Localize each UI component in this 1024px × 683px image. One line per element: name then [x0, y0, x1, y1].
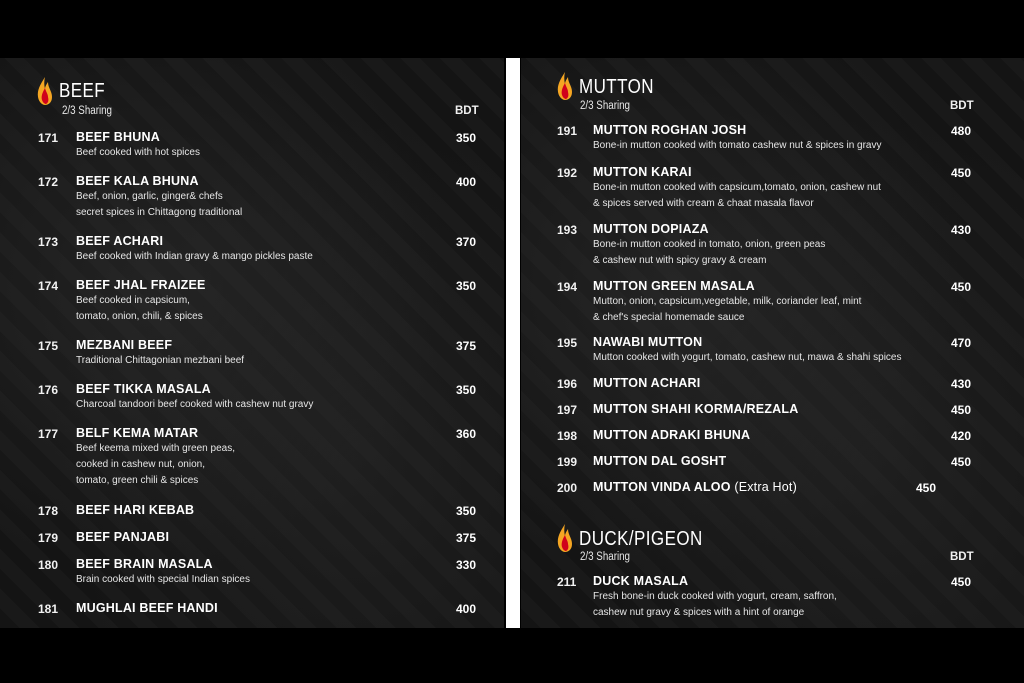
item-description: Beef cooked with hot spices: [76, 147, 200, 158]
item-name: [593, 222, 709, 236]
item-number: 175: [38, 339, 59, 353]
item-description: Bone-in mutton cooked with capsicum,tomato, onion, cashew nut: [593, 182, 881, 193]
item-price: 375: [456, 531, 477, 545]
item-name: [76, 278, 206, 292]
item-description: & chef's special homemade sauce: [593, 312, 745, 323]
item-number: 173: [38, 235, 59, 249]
item-number: 171: [38, 131, 59, 145]
section-title: BEEF: [59, 80, 106, 102]
item-name: [593, 279, 755, 293]
item-name-text: DUCK MASALA: [593, 574, 689, 588]
item-price: 350: [456, 279, 477, 293]
item-number: 191: [557, 124, 578, 138]
mutton-duck-menu-panel: [521, 58, 1024, 628]
item-name-text: BEEF ACHARI: [76, 234, 164, 248]
item-number: 200: [557, 481, 578, 495]
item-description: Beef, onion, garlic, ginger& chefs: [76, 191, 223, 202]
item-description: Fresh bone-in duck cooked with yogurt, cream, saffron,: [593, 591, 837, 602]
item-name: [593, 123, 746, 137]
item-name-text: BEEF BRAIN MASALA: [76, 557, 213, 571]
item-price: 430: [951, 377, 972, 391]
item-name-text: MUTTON DAL GOSHT: [593, 454, 727, 468]
section-subtitle: 2/3 Sharing: [62, 105, 113, 117]
item-price: 420: [951, 429, 972, 443]
item-name: [593, 574, 688, 588]
item-name: [76, 530, 169, 544]
item-note: (Extra Hot): [730, 480, 797, 494]
item-name: [76, 234, 163, 248]
item-price: 470: [951, 336, 972, 350]
item-name-text: BEEF KALA BHUNA: [76, 174, 199, 188]
section-title: DUCK/PIGEON: [579, 528, 703, 550]
item-number: 172: [38, 175, 59, 189]
item-price: 430: [951, 223, 972, 237]
flame-icon: [36, 76, 54, 106]
item-price: 450: [951, 455, 972, 469]
item-description: Mutton, onion, capsicum,vegetable, milk, coriander leaf, mint: [593, 296, 862, 307]
item-name: [76, 601, 218, 615]
item-number: 211: [557, 575, 577, 589]
item-price: 450: [916, 481, 937, 495]
item-name-text: MUTTON KARAI: [593, 165, 692, 179]
item-description: Bone-in mutton cooked in tomato, onion, green peas: [593, 239, 826, 250]
item-name-text: MUTTON SHAHI KORMA/REZALA: [593, 402, 799, 416]
item-name: [76, 382, 211, 396]
item-number: 199: [557, 455, 578, 469]
item-description: Charcoal tandoori beef cooked with cashew nut gravy: [76, 399, 314, 410]
item-name: [76, 130, 160, 144]
item-name: [593, 335, 702, 349]
item-price: 350: [456, 131, 477, 145]
item-name: [593, 454, 726, 468]
page-divider: [506, 58, 520, 628]
item-price: 400: [456, 175, 477, 189]
item-name: [593, 376, 700, 390]
item-number: 193: [557, 223, 578, 237]
item-name-text: MEZBANI BEEF: [76, 338, 173, 352]
item-description: Beef keema mixed with green peas,: [76, 443, 235, 454]
currency-label: BDT: [455, 105, 479, 117]
item-name-text: MUGHLAI BEEF HANDI: [76, 601, 218, 615]
item-price: 450: [951, 280, 972, 294]
item-description: Bone-in mutton cooked with tomato cashew nut & spices in gravy: [593, 140, 882, 151]
item-price: 360: [456, 427, 477, 441]
section-subtitle: 2/3 Sharing: [580, 100, 631, 112]
item-name: [593, 402, 798, 416]
item-number: 198: [557, 429, 578, 443]
item-price: 370: [456, 235, 477, 249]
item-name-text: BELF KEMA MATAR: [76, 426, 199, 440]
item-description: Mutton cooked with yogurt, tomato, cashew nut, mawa & shahi spices: [593, 352, 902, 363]
item-number: 197: [557, 403, 578, 417]
item-description: Beef cooked in capsicum,: [76, 295, 190, 306]
currency-label: BDT: [950, 551, 974, 563]
item-number: 194: [557, 280, 578, 294]
item-name: [76, 338, 172, 352]
item-name: [76, 557, 213, 571]
item-price: 480: [951, 124, 972, 138]
item-description: secret spices in Chittagong traditional: [76, 207, 243, 218]
beef-menu-panel: [0, 58, 504, 628]
item-price: 450: [951, 403, 972, 417]
item-name-text: MUTTON ADRAKI BHUNA: [593, 428, 751, 442]
item-name-text: BEEF HARI KEBAB: [76, 503, 195, 517]
item-description: Traditional Chittagonian mezbani beef: [76, 355, 245, 366]
item-name-text: BEEF PANJABI: [76, 530, 170, 544]
item-name: [76, 503, 194, 517]
item-description: tomato, onion, chili, & spices: [76, 311, 203, 322]
item-number: 177: [38, 427, 59, 441]
item-price: 350: [456, 504, 477, 518]
item-description: tomato, green chili & spices: [76, 475, 199, 486]
item-number: 180: [38, 558, 59, 572]
item-description: & spices served with cream & chaat masala flavor: [593, 198, 814, 209]
item-number: 181: [38, 602, 59, 616]
item-number: 176: [38, 383, 59, 397]
item-number: 196: [557, 377, 578, 391]
item-number: 174: [38, 279, 59, 293]
item-name: [593, 428, 750, 442]
item-name: [593, 480, 797, 494]
item-number: 179: [38, 531, 59, 545]
item-name-text: MUTTON VINDA ALOO: [593, 480, 731, 494]
item-name-text: BEEF JHAL FRAIZEE: [76, 278, 206, 292]
section-subtitle: 2/3 Sharing: [580, 551, 631, 563]
item-price: 400: [456, 602, 477, 616]
item-description: Beef cooked with Indian gravy & mango pickles paste: [76, 251, 313, 262]
item-description: cooked in cashew nut, onion,: [76, 459, 205, 470]
flame-icon: [556, 71, 574, 101]
item-name: [76, 174, 199, 188]
item-name-text: MUTTON DOPIAZA: [593, 222, 709, 236]
item-price: 350: [456, 383, 477, 397]
item-name-text: NAWABI MUTTON: [593, 335, 703, 349]
item-price: 375: [456, 339, 477, 353]
item-number: 178: [38, 504, 59, 518]
flame-icon: [556, 523, 574, 553]
item-number: 195: [557, 336, 578, 350]
item-name-text: MUTTON ACHARI: [593, 376, 701, 390]
item-price: 450: [951, 575, 972, 589]
section-title: MUTTON: [579, 76, 654, 98]
currency-label: BDT: [950, 100, 974, 112]
item-price: 450: [951, 166, 972, 180]
item-name: [76, 426, 198, 440]
item-name-text: MUTTON ROGHAN JOSH: [593, 123, 747, 137]
item-number: 192: [557, 166, 578, 180]
item-name: [593, 165, 692, 179]
item-description: Brain cooked with special Indian spices: [76, 574, 250, 585]
item-description: & cashew nut with spicy gravy & cream: [593, 255, 767, 266]
item-name-text: BEEF TIKKA MASALA: [76, 382, 211, 396]
item-name-text: MUTTON GREEN MASALA: [593, 279, 755, 293]
item-name-text: BEEF BHUNA: [76, 130, 160, 144]
item-price: 330: [456, 558, 477, 572]
item-description: cashew nut gravy & spices with a hint of orange: [593, 607, 805, 618]
